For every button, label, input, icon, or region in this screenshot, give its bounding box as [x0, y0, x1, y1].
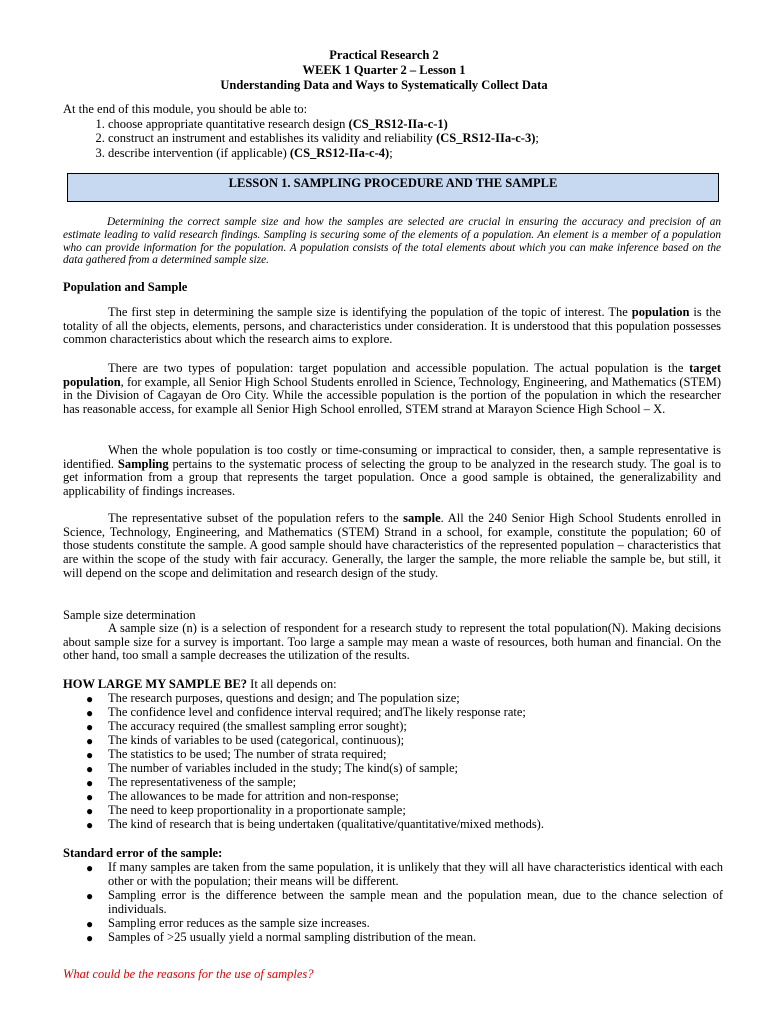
paragraph-sample: The representative subset of the population refers to the sample. All the 240 Senior High School Students enrolled in Science, Technology, Engineering, and Mathematics (STEM) Strand in a school, for example, constitute the population; 60 of those students constitute the sample. A good sample should have characteristics of the represented population – characteristics that are within the scope of the study with fair accuracy. Generally, the larger the sample, the more reliable the sample be, but still, it will depend on the scope and delimitation and research design of the study.: [63, 511, 721, 580]
list-item: ● The accuracy required (the smallest sampling error sought);: [86, 719, 407, 734]
bullet-icon: ●: [86, 917, 94, 931]
list-item: ● Sampling error is the difference between the sample mean and the population mean, due to the chance selection of individuals.: [86, 888, 723, 916]
standard-error-list: [63, 860, 723, 944]
list-item: ● The need to keep proportionality in a proportionate sample;: [86, 803, 406, 818]
paragraph-target-population: There are two types of population: target population and accessible population. The actual population is the target population, for example, all Senior High School Students enrolled in Science, Technology, Engineering, and Mathematics (STEM) in the Division of Cagayan de Oro City. While the accessible population is the portion of the population in which the researcher has reasonable access, for example all Senior High School enrolled, STEM strand at Marayon Science High School – X.: [63, 361, 721, 417]
bullet-icon: ●: [86, 748, 94, 762]
list-item: ● The number of variables included in the study; The kind(s) of sample;: [86, 761, 459, 776]
bullet-icon: ●: [86, 762, 94, 776]
objectives-intro: At the end of this module, you should be able to:: [63, 102, 308, 116]
bullet-icon: ●: [86, 818, 94, 832]
section-heading-sample-size: Sample size determination: [63, 608, 196, 622]
bullet-icon: ●: [86, 804, 94, 818]
list-item: ● The kinds of variables to be used (categorical, continuous);: [86, 733, 405, 748]
module-title: Understanding Data and Ways to Systematically Collect Data: [220, 78, 548, 92]
objective-item: 3. describe intervention (if applicable) (CS_RS12-IIa-c-4);: [108, 146, 723, 161]
bullet-icon: ●: [86, 734, 94, 748]
list-item: ● The confidence level and confidence interval required; andThe likely response rate;: [86, 705, 526, 720]
bullet-icon: ●: [86, 706, 94, 720]
how-large-heading: HOW LARGE MY SAMPLE BE? It all depends on:: [63, 677, 337, 691]
section-heading-population: Population and Sample: [63, 280, 188, 294]
list-item: ● If many samples are taken from the same population, it is unlikely that they will all have characteristics identical with each other or with the population; their means will be different.: [86, 860, 723, 888]
list-item: ● The representativeness of the sample;: [86, 775, 297, 790]
objective-item: 2. construct an instrument and establishes its validity and reliability (CS_RS12-IIa-c-3);: [108, 131, 723, 146]
bullet-icon: ●: [86, 790, 94, 804]
bullet-icon: ●: [86, 692, 94, 706]
week-title: WEEK 1 Quarter 2 – Lesson 1: [302, 63, 466, 77]
bullet-icon: ●: [86, 931, 94, 945]
standard-error-heading: Standard error of the sample:: [63, 846, 223, 860]
list-item: ● The kind of research that is being undertaken (qualitative/quantitative/mixed methods).: [86, 817, 544, 832]
lesson-title-box: LESSON 1. SAMPLING PROCEDURE AND THE SAMPLE: [67, 173, 719, 202]
paragraph-sampling: When the whole population is too costly or time-consuming or impractical to consider, then, a sample representative is identified. Sampling pertains to the systematic process of selecting the group to be analyzed in the research study. The goal is to get information from a group that represents the target population. Once a good sample is obtained, the generalizability and applicability of findings increases.: [63, 443, 721, 499]
list-item: ● The statistics to be used; The number of strata required;: [86, 747, 387, 762]
list-item: ● Samples of >25 usually yield a normal sampling distribution of the mean.: [86, 930, 477, 945]
how-large-list: [63, 691, 723, 831]
objectives-list: [63, 117, 723, 161]
intro-paragraph: Determining the correct sample size and how the samples are selected are crucial in ensuring the accuracy and precision of an estimate leading to valid research findings. Sampling is securing some of the elements of a population. An element is a member of a population who can provide information for the population. A population consists of the total elements about which you can make inference based on the data gathered from a determined sample size.: [63, 216, 721, 267]
list-item: ● The research purposes, questions and design; and The population size;: [86, 691, 460, 706]
bullet-icon: ●: [86, 889, 94, 903]
bullet-icon: ●: [86, 720, 94, 734]
paragraph-population: The first step in determining the sample size is identifying the population of the topic of interest. The population is the totality of all the objects, elements, persons, and characteristics under consideration. It is understood that this population possesses common characteristics about which the research aims to explore.: [63, 305, 721, 347]
bullet-icon: ●: [86, 861, 94, 875]
paragraph-sample-size: A sample size (n) is a selection of respondent for a research study to represent the total population(N). Making decisions about sample size for a survey is important. Too large a sample may mean a waste of resources, both human and financial. On the other hand, too small a sample decreases the utilization of the results.: [63, 621, 721, 663]
list-item: ● Sampling error reduces as the sample size increases.: [86, 916, 370, 931]
objectives: [63, 102, 723, 160]
bullet-icon: ●: [86, 776, 94, 790]
reflection-question: What could be the reasons for the use of samples?: [63, 967, 314, 981]
course-title: Practical Research 2: [329, 48, 439, 62]
list-item: ● The allowances to be made for attrition and non-response;: [86, 789, 399, 804]
objective-item: 1. choose appropriate quantitative research design (CS_RS12-IIa-c-1): [108, 117, 723, 132]
